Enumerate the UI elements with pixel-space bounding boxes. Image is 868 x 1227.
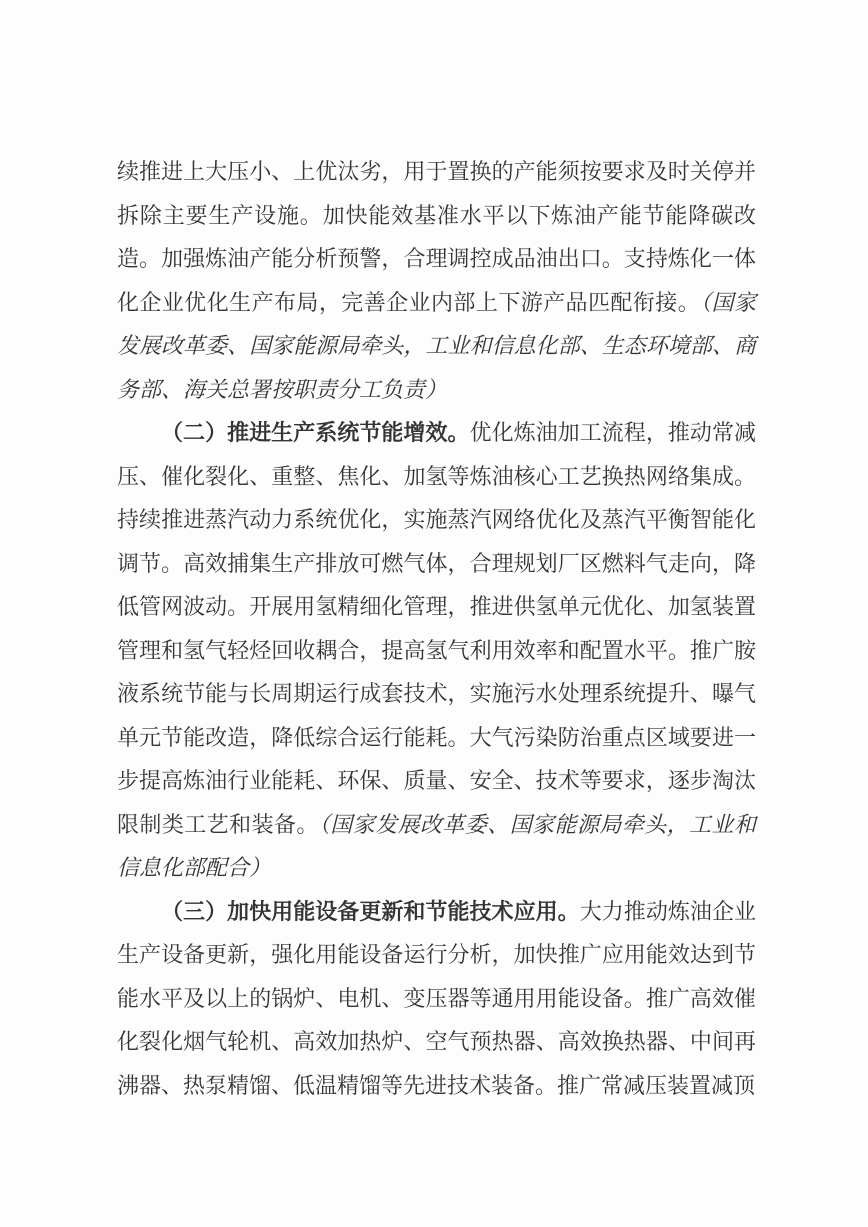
- responsibility-clause-run: （国家发展改革委、国家能源局牵头，工业和信息化部配合）: [117, 811, 756, 880]
- body-text-run: 续推进上大压小、上优汰劣，用于置换的产能须按要求及时关停并拆除主要生产设施。加快能效基准水平以下炼油产能节能降碳改造。加强炼油产能分析预警，合理调控成品油出口。支持炼化一体化企业优化生产布局，完善企业内部上下游产品匹配衔接。: [117, 159, 756, 315]
- paragraph-3: [117, 890, 756, 1108]
- responsibility-clause-run: （国家发展改革委、国家能源局牵头，工业和信息化部、生态环境部、商务部、海关总署按职责分工负责）: [117, 289, 756, 402]
- body-text-run: 优化炼油加工流程，推动常减压、催化裂化、重整、焦化、加氢等炼油核心工艺换热网络集成。持续推进蒸汽动力系统优化，实施蒸汽网络优化及蒸汽平衡智能化调节。高效捕集生产排放可燃气体，合理规划厂区燃料气走向，降低管网波动。开展用氢精细化管理，推进供氢单元优化、加氢装置管理和氢气轻烃回收耦合，提高氢气利用效率和配置水平。推广胺液系统节能与长周期运行成套技术，实施污水处理系统提升、曝气单元节能改造，降低综合运行能耗。大气污染防治重点区域要进一步提高炼油行业能耗、环保、质量、安全、技术等要求，逐步淘汰限制类工艺和装备。: [117, 420, 756, 837]
- paragraph-1: [117, 150, 756, 411]
- body-text-run: 大力推动炼油企业生产设备更新，强化用能设备运行分析，加快推广应用能效达到节能水平及以上的锅炉、电机、变压器等通用用能设备。推广高效催化裂化烟气轮机、高效加热炉、空气预热器、高效换热器、中间再沸器、热泵精馏、低温精馏等先进技术装备。推广常减压装置减顶: [117, 898, 756, 1098]
- section-heading-run: （三）加快用能设备更新和节能技术应用。: [161, 898, 580, 924]
- document-body: [117, 150, 756, 1107]
- section-heading-run: （二）推进生产系统节能增效。: [161, 420, 470, 445]
- paragraph-2: [117, 411, 756, 890]
